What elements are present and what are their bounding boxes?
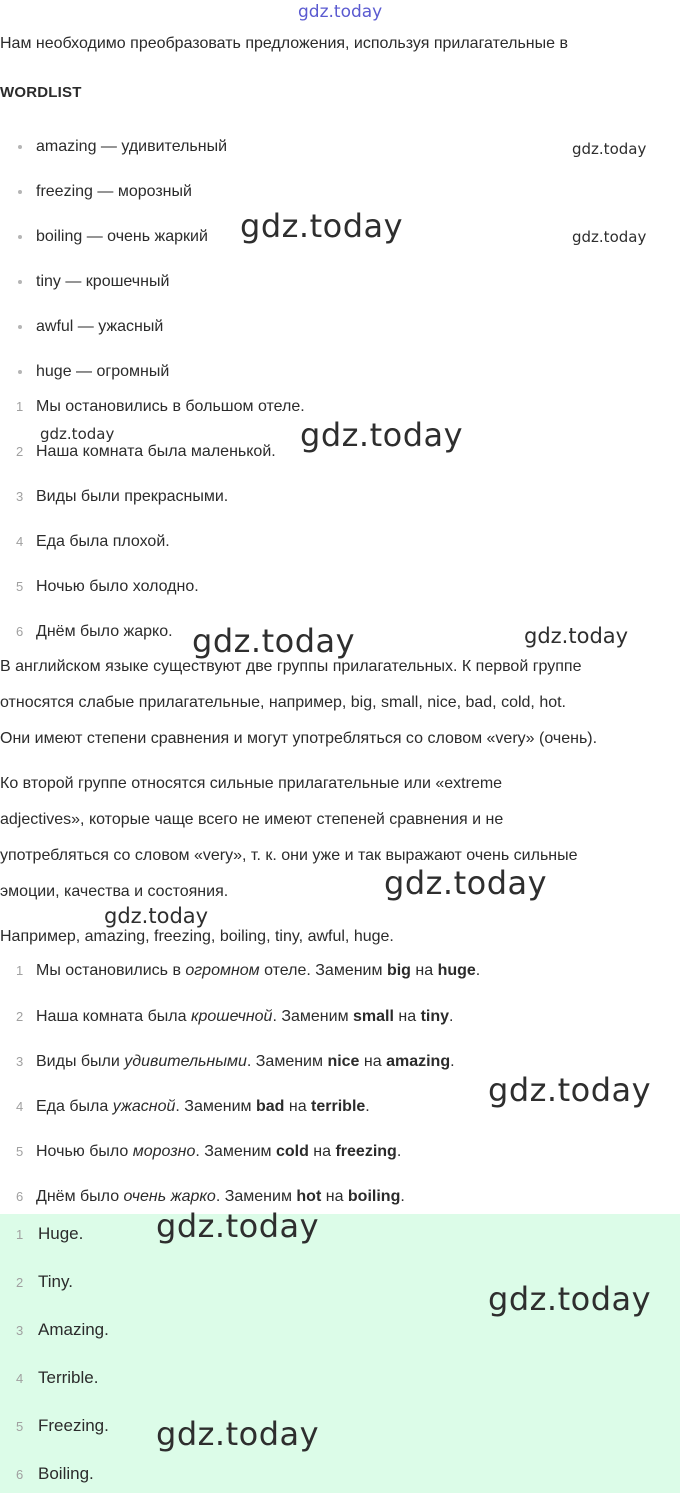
replacement-item: 2 Наша комната была крошечной. Заменим small на tiny. xyxy=(16,1008,454,1025)
sentence-item: 4 Еда была плохой. xyxy=(16,533,170,550)
answer-item: 6 Boiling. xyxy=(16,1464,94,1483)
answer-item: 3 Amazing. xyxy=(16,1320,109,1339)
sentence-item: 3 Виды были прекрасными. xyxy=(16,488,229,505)
sentence-item: 5 Ночью было холодно. xyxy=(16,578,199,595)
replacement-item: 4 Еда была ужасной. Заменим bad на terrible. xyxy=(16,1098,370,1115)
explanation-line: Они имеют степени сравнения и могут употребляться со словом «very» (очень). xyxy=(0,730,598,747)
bullet-icon xyxy=(18,280,22,284)
replacement-item: 1 Мы остановились в огромном отеле. Заменим big на huge. xyxy=(16,962,481,979)
answer-item: 1 Huge. xyxy=(16,1224,84,1243)
answer-item: 2 Tiny. xyxy=(16,1272,73,1291)
sentence-item: 6 Днём было жарко. xyxy=(16,623,173,640)
explanation-line: Ко второй группе относятся сильные прилагательные или «extreme xyxy=(0,775,503,792)
watermark: gdz.today xyxy=(192,622,356,660)
bullet-icon xyxy=(18,190,22,194)
bullet-icon xyxy=(18,325,22,329)
answer-item: 5 Freezing. xyxy=(16,1416,109,1435)
bullet-icon xyxy=(18,370,22,374)
answer-item: 4 Terrible. xyxy=(16,1368,99,1387)
watermark: gdz.today xyxy=(572,140,647,158)
explanation-line: Например, amazing, freezing, boiling, tiny, awful, huge. xyxy=(0,928,394,945)
watermark: gdz.today xyxy=(524,624,629,648)
explanation-line: adjectives», которые чаще всего не имеют степеней сравнения и не xyxy=(0,811,504,828)
watermark: gdz.today xyxy=(156,1207,320,1245)
explanation-line: относятся слабые прилагательные, например, big, small, nice, bad, cold, hot. xyxy=(0,694,566,711)
intro-text: Нам необходимо преобразовать предложения, используя прилагательные в xyxy=(0,35,568,52)
watermark: gdz.today xyxy=(488,1280,652,1318)
bullet-icon xyxy=(18,145,22,149)
replacement-item: 5 Ночью было морозно. Заменим cold на freezing. xyxy=(16,1143,402,1160)
wordlist-heading: WORDLIST xyxy=(0,84,82,101)
watermark: gdz.today xyxy=(300,416,464,454)
bullet-icon xyxy=(18,235,22,239)
watermark: gdz.today xyxy=(488,1071,652,1109)
sentence-item: 2 Наша комната была маленькой. xyxy=(16,443,276,460)
explanation-line: употребляться со словом «very», т. к. они уже и так выражают очень сильные xyxy=(0,847,578,864)
replacement-item: 6 Днём было очень жарко. Заменим hot на boiling. xyxy=(16,1188,405,1205)
watermark: gdz.today xyxy=(156,1415,320,1453)
watermark: gdz.today xyxy=(572,228,647,246)
replacement-item: 3 Виды были удивительными. Заменим nice на amazing. xyxy=(16,1053,455,1070)
watermark: gdz.today xyxy=(240,207,404,245)
explanation-line: эмоции, качества и состояния. xyxy=(0,883,229,900)
watermark: gdz.today xyxy=(104,904,209,928)
sentence-item: 1 Мы остановились в большом отеле. xyxy=(16,398,305,415)
watermark-top: gdz.today xyxy=(298,2,383,22)
explanation-line: В английском языке существуют две группы прилагательных. К первой группе xyxy=(0,658,582,675)
watermark: gdz.today xyxy=(384,864,548,902)
answer-box xyxy=(0,1214,680,1493)
watermark: gdz.today xyxy=(40,425,115,443)
